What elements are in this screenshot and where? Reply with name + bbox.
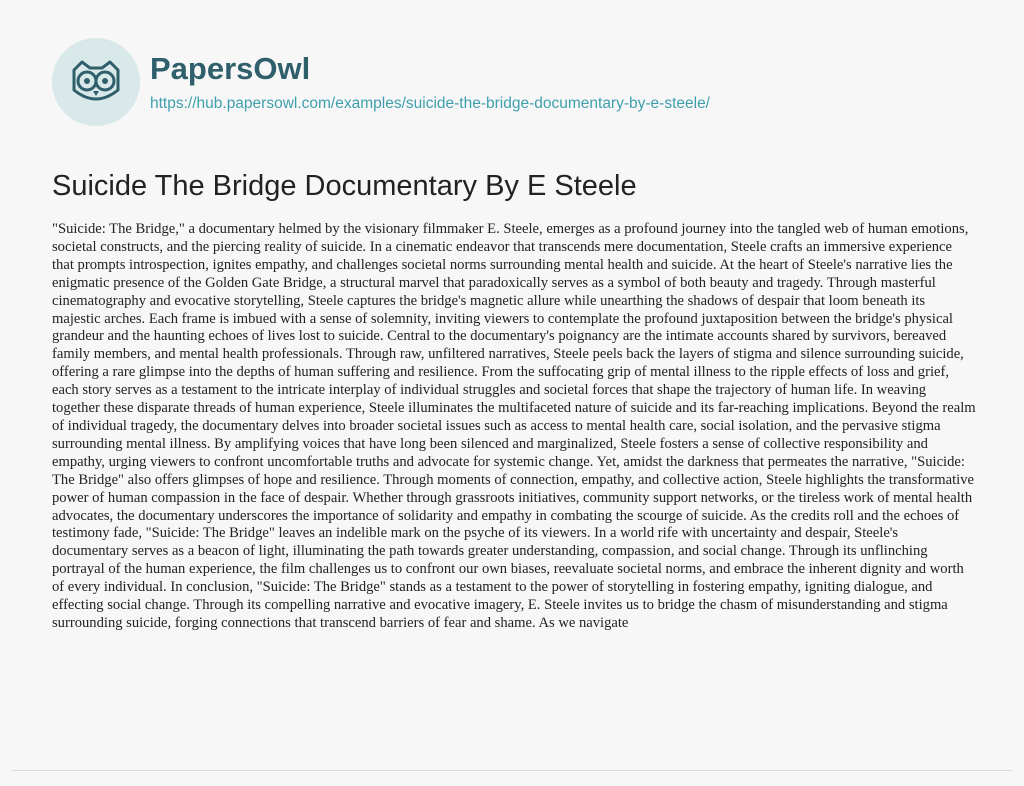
brand-name[interactable]: PapersOwl xyxy=(150,51,311,86)
article-body: "Suicide: The Bridge," a documentary helmed by the visionary filmmaker E. Steele, emerges as a profound journey into the tangled web of human emotions, societal constructs, and the piercing reality of suicide. In a cinematic endeavor that transcends mere documentation, Steele crafts an immersive experience that prompts introspection, ignites empathy, and challenges societal norms surrounding mental health and suicide. At the heart of Steele's narrative lies the enigmatic presence of the Golden Gate Bridge, a structural marvel that paradoxically serves as a symbol of both beauty and tragedy. Through masterful cinematography and evocative storytelling, Steele captures the bridge's magnetic allure while unearthing the shadows of despair that loom beneath its majestic arches. Each frame is imbued with a sense of solemnity, inviting viewers to contemplate the profound juxtaposition between the bridge's physical grandeur and the haunting echoes of lives lost to suicide. Central to the documentary's poignancy are the intimate accounts shared by survivors, bereaved family members, and mental health professionals. Through raw, unfiltered narratives, Steele peels back the layers of stigma and silence surrounding suicide, offering a rare glimpse into the depths of human suffering and resilience. From the suffocating grip of mental illness to the ripple effects of loss and grief, each story serves as a testament to the intricate interplay of individual struggles and societal forces that shape the trajectory of human life. In weaving together these disparate threads of human experience, Steele illuminates the multifaceted nature of suicide and its far-reaching implications. Beyond the realm of individual tragedy, the documentary delves into broader societal issues such as access to mental health care, social isolation, and the pervasive stigma surrounding mental illness. By amplifying voices that have long been silenced and marginalized, Steele fosters a sense of collective responsibility and empathy, urging viewers to confront uncomfortable truths and advocate for systemic change. Yet, amidst the darkness that permeates the narrative, "Suicide: The Bridge" also offers glimpses of hope and resilience. Through moments of connection, empathy, and collective action, Steele highlights the transformative power of human compassion in the face of despair. Whether through grassroots initiatives, community support networks, or the tireless work of mental health advocates, the documentary underscores the importance of solidarity and empathy in combating the scourge of suicide. As the credits roll and the echoes of testimony fade, "Suicide: The Bridge" leaves an indelible mark on the psyche of its viewers. In a world rife with uncertainty and despair, Steele's documentary serves as a beacon of light, illuminating the path towards greater understanding, compassion, and social change. Through its unflinching portrayal of the human experience, the film challenges us to confront our own biases, reevaluate societal norms, and embrace the inherent dignity and worth of every individual. In conclusion, "Suicide: The Bridge" stands as a testament to the power of storytelling in fostering empathy, igniting dialogue, and effecting social change. Through its compelling narrative and evocative imagery, E. Steele invites us to bridge the chasm of misunderstanding and stigma surrounding suicide, forging connections that transcend barriers of fear and shame. As we navigate xyxy=(52,221,976,631)
brand-block xyxy=(150,51,710,113)
source-url-link[interactable]: https://hub.papersowl.com/examples/suicide-the-bridge-documentary-by-e-steele/ xyxy=(150,95,710,112)
site-header xyxy=(52,38,710,126)
owl-logo-icon[interactable] xyxy=(52,38,140,126)
footer-divider xyxy=(12,770,1012,771)
article-title: Suicide The Bridge Documentary By E Steele xyxy=(52,170,637,202)
